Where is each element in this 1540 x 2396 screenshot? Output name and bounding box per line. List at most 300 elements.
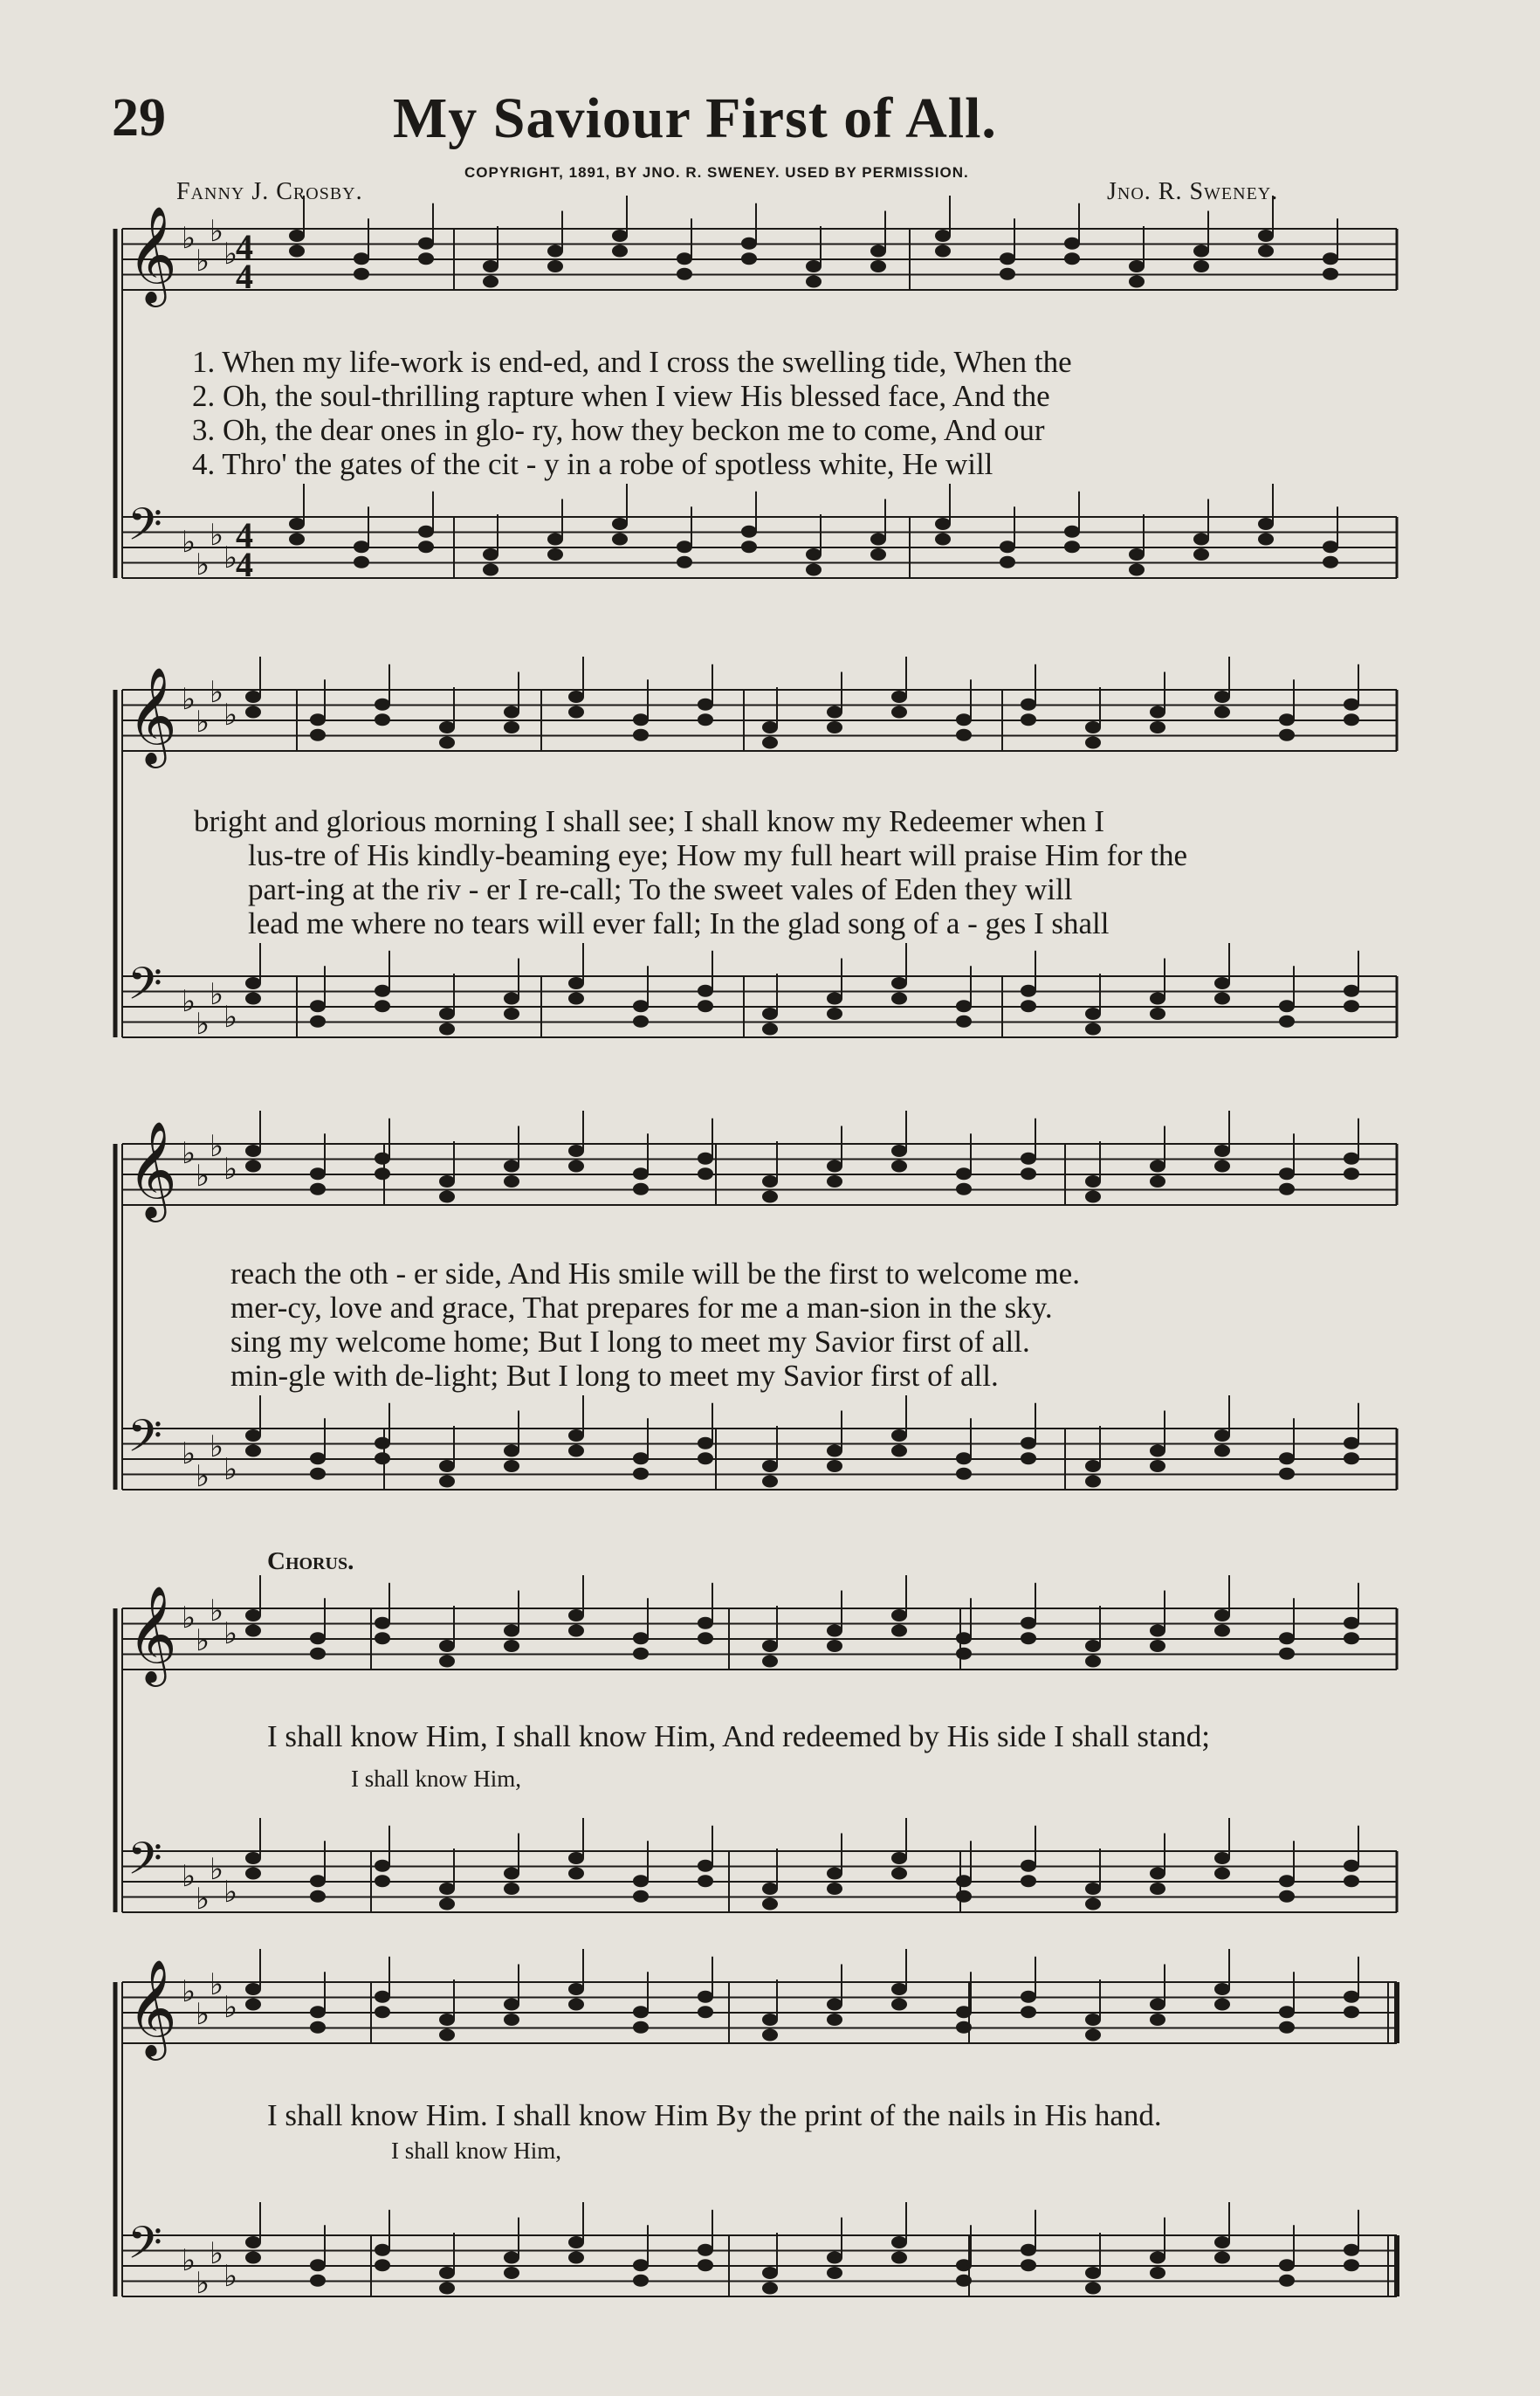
flat-icon: ♭ — [210, 518, 224, 553]
note-head — [418, 252, 434, 265]
note-head — [439, 1175, 455, 1188]
note-head — [1129, 548, 1145, 561]
flat-icon: ♭ — [196, 1159, 210, 1194]
note-head — [310, 1016, 326, 1028]
verse-2-line-1: 2. Oh, the soul-thrilling rapture when I view His blessed face, And the — [192, 379, 1050, 413]
note-head — [1021, 1000, 1036, 1012]
note-head — [1021, 1153, 1036, 1165]
note-head — [1085, 1008, 1101, 1020]
note-head — [1129, 276, 1145, 288]
note-head — [956, 729, 972, 741]
note-head — [504, 1460, 519, 1472]
flat-icon: ♭ — [223, 1452, 238, 1487]
note-head — [956, 2259, 972, 2271]
note-head — [612, 518, 628, 530]
note-head — [741, 526, 757, 538]
verse-2-line-3: mer-cy, love and grace, That prepares for me a man-sion in the sky. — [230, 1291, 1053, 1325]
note-head — [1214, 2236, 1230, 2248]
note-head — [439, 1023, 455, 1036]
note-head — [698, 1437, 713, 1449]
note-head — [1214, 1145, 1230, 1157]
note-head — [1150, 706, 1165, 719]
note-head — [1150, 1160, 1165, 1173]
note-head — [698, 1617, 713, 1629]
note-head — [762, 1898, 778, 1911]
note-head — [891, 1609, 907, 1621]
flat-icon: ♭ — [196, 705, 210, 740]
flat-icon: ♭ — [223, 237, 238, 272]
note-head — [827, 1445, 842, 1457]
note-head — [1344, 2259, 1359, 2271]
note-head — [1150, 2267, 1165, 2279]
note-head — [504, 1999, 519, 2011]
note-head — [1150, 1625, 1165, 1637]
note-head — [633, 1632, 649, 1644]
note-head — [439, 2267, 455, 2279]
note-head — [1279, 1183, 1295, 1195]
note-head — [1214, 2252, 1230, 2264]
note-head — [245, 1429, 261, 1442]
note-head — [827, 1460, 842, 1472]
verse-3-line-2: part-ing at the riv - er I re-call; To the sweet vales of Eden they will — [248, 872, 1073, 906]
note-head — [1150, 1868, 1165, 1880]
note-head — [806, 548, 822, 561]
note-head — [504, 1625, 519, 1637]
note-head — [375, 1000, 390, 1012]
note-head — [956, 1016, 972, 1028]
verse-3-line-3: sing my welcome home; But I long to meet my Savior first of all. — [230, 1325, 1030, 1359]
note-head — [698, 1991, 713, 2003]
note-head — [504, 706, 519, 719]
note-head — [1085, 2029, 1101, 2041]
note-head — [633, 2021, 649, 2034]
note-head — [1150, 1175, 1165, 1188]
note-head — [1129, 564, 1145, 576]
note-head — [762, 1023, 778, 1036]
note-head — [956, 1452, 972, 1464]
note-head — [762, 2267, 778, 2279]
note-head — [418, 238, 434, 250]
note-head — [956, 2275, 972, 2287]
flat-icon: ♭ — [182, 682, 196, 717]
note-head — [375, 1437, 390, 1449]
note-head — [633, 713, 649, 726]
note-head — [439, 737, 455, 749]
note-head — [956, 1648, 972, 1660]
note-head — [568, 1999, 584, 2011]
note-head — [1214, 1160, 1230, 1173]
flat-icon: ♭ — [182, 525, 196, 560]
chorus-label: Chorus. — [267, 1547, 354, 1575]
note-head — [245, 2236, 261, 2248]
verse-4-line-2: lead me where no tears will ever fall; In the glad song of a - ges I shall — [248, 906, 1110, 940]
note-head — [762, 737, 778, 749]
note-head — [1193, 245, 1209, 258]
note-head — [483, 564, 498, 576]
note-head — [310, 1890, 326, 1903]
note-head — [762, 2014, 778, 2026]
note-head — [375, 985, 390, 997]
flat-icon: ♭ — [210, 1429, 224, 1464]
treble-clef-icon: 𝄞 — [127, 205, 177, 303]
note-head — [633, 1875, 649, 1887]
note-head — [245, 1160, 261, 1173]
note-head — [245, 1609, 261, 1621]
note-head — [1021, 2244, 1036, 2256]
note-head — [612, 230, 628, 242]
note-head — [504, 721, 519, 733]
note-head — [891, 977, 907, 989]
note-head — [698, 985, 713, 997]
note-head — [1085, 1476, 1101, 1488]
note-head — [1323, 556, 1338, 568]
note-head — [1021, 1875, 1036, 1887]
note-head — [245, 706, 261, 719]
flat-icon: ♭ — [182, 1601, 196, 1635]
note-head — [1021, 1437, 1036, 1449]
note-head — [1344, 1860, 1359, 1872]
note-head — [1279, 2259, 1295, 2271]
note-head — [1150, 1445, 1165, 1457]
verse-3-line-1: 3. Oh, the dear ones in glo- ry, how they beckon me to come, And our — [192, 413, 1045, 447]
note-head — [1344, 1991, 1359, 2003]
note-head — [568, 1983, 584, 1995]
note-head — [1000, 268, 1015, 280]
note-head — [568, 1609, 584, 1621]
flat-icon: ♭ — [223, 540, 238, 575]
note-head — [1021, 1452, 1036, 1464]
note-head — [870, 245, 886, 258]
note-head — [827, 1625, 842, 1637]
note-head — [806, 260, 822, 272]
note-head — [633, 1648, 649, 1660]
flat-icon: ♭ — [210, 1129, 224, 1164]
note-head — [1214, 1609, 1230, 1621]
note-head — [633, 1890, 649, 1903]
flat-icon: ♭ — [182, 984, 196, 1019]
note-head — [1085, 1898, 1101, 1911]
note-head — [1064, 252, 1080, 265]
flat-icon: ♭ — [196, 1623, 210, 1658]
note-head — [633, 1000, 649, 1012]
flat-icon: ♭ — [210, 1852, 224, 1887]
note-head — [439, 1191, 455, 1203]
note-head — [568, 1625, 584, 1637]
note-head — [891, 1145, 907, 1157]
note-head — [375, 1875, 390, 1887]
note-head — [310, 2275, 326, 2287]
note-head — [1085, 2267, 1101, 2279]
note-head — [1064, 526, 1080, 538]
verse-2-line-2: lus-tre of His kindly-beaming eye; How my full heart will praise Him for the — [248, 838, 1187, 872]
flat-icon: ♭ — [196, 1459, 210, 1494]
note-head — [375, 2006, 390, 2018]
note-head — [891, 1160, 907, 1173]
hymn-title: My Saviour First of All. — [393, 86, 997, 150]
note-head — [956, 1632, 972, 1644]
note-head — [1021, 699, 1036, 711]
note-head — [1258, 518, 1274, 530]
note-head — [1344, 985, 1359, 997]
note-head — [891, 1852, 907, 1864]
note-head — [1344, 1452, 1359, 1464]
bass-clef-icon: 𝄢 — [127, 1409, 162, 1473]
note-head — [1214, 977, 1230, 989]
note-head — [504, 993, 519, 1005]
note-head — [1000, 540, 1015, 553]
note-head — [1021, 1617, 1036, 1629]
note-head — [245, 993, 261, 1005]
note-head — [245, 2252, 261, 2264]
note-head — [375, 1991, 390, 2003]
note-head — [1150, 1008, 1165, 1020]
treble-clef-icon: 𝄞 — [127, 666, 177, 764]
note-head — [310, 1632, 326, 1644]
note-head — [245, 1868, 261, 1880]
note-head — [1021, 1167, 1036, 1180]
bass-clef-icon: 𝄢 — [127, 2216, 162, 2280]
note-head — [375, 699, 390, 711]
note-head — [1193, 548, 1209, 561]
note-head — [762, 1175, 778, 1188]
note-head — [827, 2252, 842, 2264]
note-head — [891, 1983, 907, 1995]
note-head — [310, 2006, 326, 2018]
note-head — [891, 2252, 907, 2264]
note-head — [1150, 1640, 1165, 1652]
note-head — [310, 729, 326, 741]
note-head — [504, 2252, 519, 2264]
note-head — [375, 1632, 390, 1644]
flat-icon: ♭ — [196, 244, 210, 279]
note-head — [1000, 252, 1015, 265]
note-head — [827, 1883, 842, 1895]
note-head — [568, 993, 584, 1005]
note-head — [375, 2259, 390, 2271]
note-head — [698, 699, 713, 711]
note-head — [1344, 1875, 1359, 1887]
composer-credit: Jno. R. Sweney. — [1107, 178, 1279, 205]
note-head — [1279, 1875, 1295, 1887]
note-head — [1214, 1999, 1230, 2011]
note-head — [891, 691, 907, 703]
flat-icon: ♭ — [210, 1594, 224, 1628]
note-head — [633, 2259, 649, 2271]
note-head — [1085, 1023, 1101, 1036]
note-head — [568, 1145, 584, 1157]
note-head — [612, 245, 628, 258]
note-head — [310, 1875, 326, 1887]
note-head — [375, 1617, 390, 1629]
verse-1-line-3: reach the oth - er side, And His smile will be the first to welcome me. — [230, 1257, 1080, 1291]
note-head — [1129, 260, 1145, 272]
note-head — [1323, 252, 1338, 265]
note-head — [418, 540, 434, 553]
note-head — [1323, 268, 1338, 280]
note-head — [547, 548, 563, 561]
note-head — [633, 1016, 649, 1028]
chorus-line-2: I shall know Him. I shall know Him By the print of the nails in His hand. — [267, 2098, 1162, 2132]
note-head — [1344, 2244, 1359, 2256]
lyricist-credit: Fanny J. Crosby. — [176, 178, 363, 205]
flat-icon: ♭ — [182, 2243, 196, 2278]
note-head — [568, 1852, 584, 1864]
note-head — [1279, 1648, 1295, 1660]
note-head — [762, 1640, 778, 1652]
note-head — [935, 230, 951, 242]
note-head — [891, 1868, 907, 1880]
note-head — [1279, 713, 1295, 726]
bass-clef-icon: 𝄢 — [127, 1832, 162, 1896]
flat-icon: ♭ — [223, 1152, 238, 1187]
note-head — [1021, 2259, 1036, 2271]
note-head — [439, 721, 455, 733]
note-head — [1150, 721, 1165, 733]
note-head — [245, 1145, 261, 1157]
note-head — [1214, 993, 1230, 1005]
note-head — [504, 1175, 519, 1188]
note-head — [1279, 1452, 1295, 1464]
note-head — [698, 1167, 713, 1180]
note-head — [956, 713, 972, 726]
flat-icon: ♭ — [210, 675, 224, 710]
note-head — [677, 540, 692, 553]
hymn-number: 29 — [112, 88, 166, 148]
flat-icon: ♭ — [223, 2259, 238, 2294]
note-head — [1085, 1883, 1101, 1895]
note-head — [741, 540, 757, 553]
note-head — [504, 1883, 519, 1895]
note-head — [891, 2236, 907, 2248]
time-signature-bottom: 4 — [236, 257, 253, 296]
note-head — [504, 1008, 519, 1020]
flat-icon: ♭ — [182, 1436, 196, 1471]
flat-icon: ♭ — [196, 2266, 210, 2301]
flat-icon: ♭ — [223, 1875, 238, 1910]
note-head — [1150, 993, 1165, 1005]
note-head — [439, 1476, 455, 1488]
note-head — [354, 556, 369, 568]
note-head — [1021, 1632, 1036, 1644]
note-head — [1214, 1852, 1230, 1864]
flat-icon: ♭ — [182, 221, 196, 256]
note-head — [891, 1445, 907, 1457]
note-head — [677, 268, 692, 280]
note-head — [762, 2029, 778, 2041]
note-head — [245, 1999, 261, 2011]
note-head — [568, 706, 584, 719]
note-head — [310, 1167, 326, 1180]
bass-clef-icon: 𝄢 — [127, 957, 162, 1021]
flat-icon: ♭ — [182, 1974, 196, 2009]
note-head — [1021, 713, 1036, 726]
note-head — [633, 1468, 649, 1480]
note-head — [1279, 1167, 1295, 1180]
time-signature-top: 4 — [236, 227, 253, 266]
treble-clef-icon: 𝄞 — [127, 1120, 177, 1218]
note-head — [956, 2021, 972, 2034]
note-head — [1085, 1191, 1101, 1203]
note-head — [1193, 534, 1209, 546]
note-head — [935, 245, 951, 258]
note-head — [1021, 1860, 1036, 1872]
note-head — [633, 1452, 649, 1464]
note-head — [1279, 1890, 1295, 1903]
note-head — [806, 276, 822, 288]
flat-icon: ♭ — [210, 1967, 224, 2002]
note-head — [354, 268, 369, 280]
flat-icon: ♭ — [223, 1616, 238, 1651]
note-head — [677, 556, 692, 568]
note-head — [1085, 2014, 1101, 2026]
note-head — [891, 706, 907, 719]
time-signature-bottom: 4 — [236, 545, 253, 584]
note-head — [1344, 1167, 1359, 1180]
note-head — [245, 691, 261, 703]
note-head — [310, 1183, 326, 1195]
note-head — [1214, 1625, 1230, 1637]
note-head — [827, 993, 842, 1005]
verse-1-line-1: 1. When my life-work is end-ed, and I cross the swelling tide, When the — [192, 345, 1072, 379]
note-head — [439, 1460, 455, 1472]
note-head — [935, 518, 951, 530]
note-head — [1150, 2014, 1165, 2026]
note-head — [1344, 1617, 1359, 1629]
note-head — [245, 1625, 261, 1637]
note-head — [439, 1640, 455, 1652]
note-head — [1344, 713, 1359, 726]
note-head — [1085, 2282, 1101, 2295]
chorus-bass-cue-2: I shall know Him, — [391, 2138, 561, 2164]
note-head — [1279, 729, 1295, 741]
note-head — [677, 252, 692, 265]
note-head — [1344, 1632, 1359, 1644]
note-head — [806, 564, 822, 576]
note-head — [762, 1191, 778, 1203]
note-head — [1279, 1016, 1295, 1028]
note-head — [1021, 2006, 1036, 2018]
note-head — [698, 1860, 713, 1872]
note-head — [698, 2259, 713, 2271]
note-head — [1085, 1460, 1101, 1472]
note-head — [375, 713, 390, 726]
note-head — [956, 1890, 972, 1903]
note-head — [698, 2244, 713, 2256]
note-head — [439, 2282, 455, 2295]
note-head — [354, 252, 369, 265]
note-head — [1214, 1868, 1230, 1880]
note-head — [1344, 1000, 1359, 1012]
flat-icon: ♭ — [182, 1136, 196, 1171]
note-head — [956, 1183, 972, 1195]
note-head — [483, 276, 498, 288]
note-head — [1258, 230, 1274, 242]
note-head — [245, 977, 261, 989]
note-head — [827, 1008, 842, 1020]
note-head — [375, 1452, 390, 1464]
note-head — [827, 1999, 842, 2011]
note-head — [1344, 1437, 1359, 1449]
note-head — [1214, 1983, 1230, 1995]
note-head — [289, 534, 305, 546]
copyright-notice: COPYRIGHT, 1891, BY JNO. R. SWENEY. USED BY PERMISSION. — [464, 164, 969, 181]
note-head — [547, 534, 563, 546]
flat-icon: ♭ — [223, 1000, 238, 1035]
note-head — [633, 1183, 649, 1195]
note-head — [568, 1868, 584, 1880]
note-head — [1344, 2006, 1359, 2018]
verse-1-line-2: bright and glorious morning I shall see; I shall know my Redeemer when I — [194, 804, 1104, 838]
